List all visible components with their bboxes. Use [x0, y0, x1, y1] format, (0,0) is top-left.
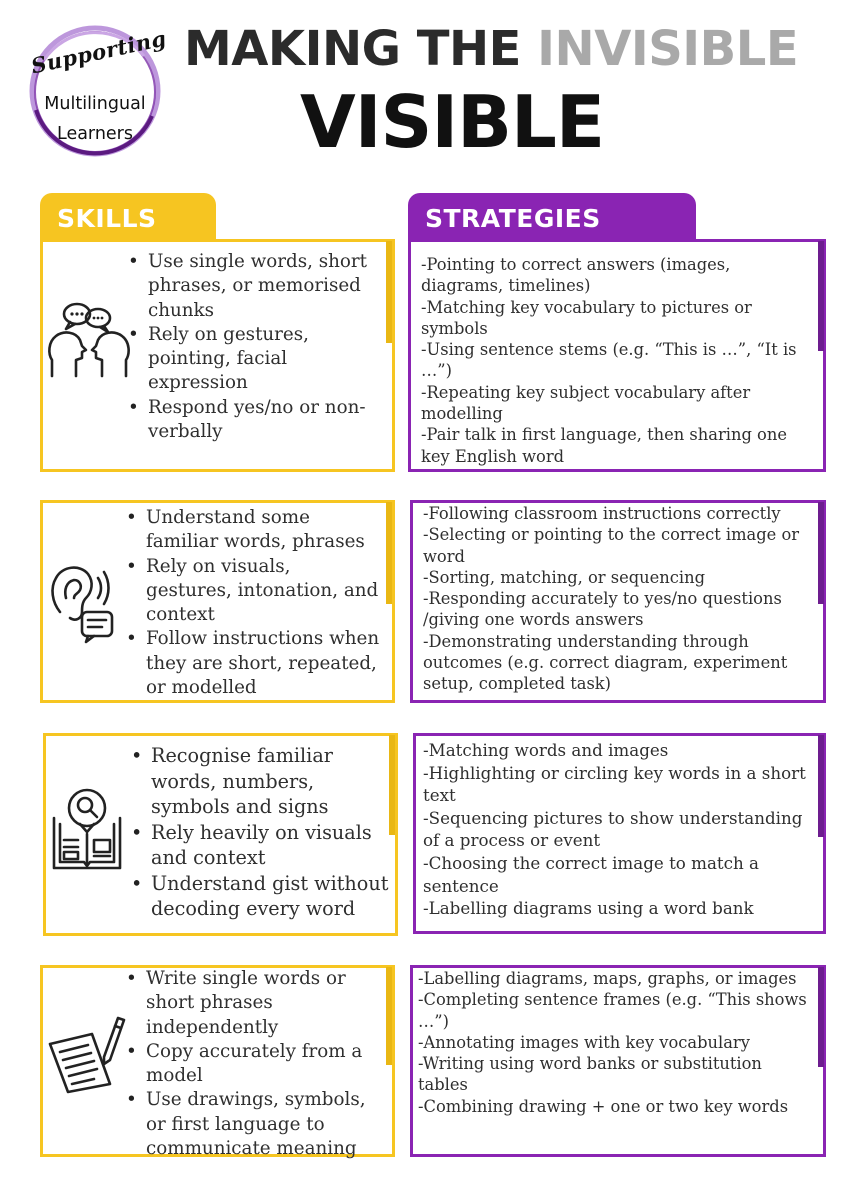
- list-item: -Using sentence stems (e.g. “This is …”, “It is …”): [421, 340, 797, 381]
- list-item: -Matching words and images: [423, 740, 669, 760]
- strategies-accent-bar: [818, 735, 824, 837]
- list-item: • Understand gist without decoding every word: [151, 871, 391, 922]
- skills-accent-bar: [386, 241, 392, 343]
- strategies-accent-bar: [818, 502, 824, 604]
- skills-header: SKILLS: [40, 193, 216, 241]
- skills-list-listening: [146, 506, 380, 700]
- list-item: -Repeating key subject vocabulary after modelling: [421, 382, 751, 424]
- list-item: • Copy accurately from a model: [146, 1040, 380, 1089]
- speaking-heads-icon: [46, 300, 132, 380]
- list-item: -Annotating images with key vocabulary: [418, 1032, 750, 1052]
- strategies-list-writing: [418, 968, 814, 1117]
- list-item: • Rely on visuals, gestures, intonation, and context: [146, 555, 380, 628]
- list-item: • Respond yes/no or non-verbally: [148, 396, 380, 445]
- skills-accent-bar: [386, 502, 392, 604]
- list-item: -Sequencing pictures to show understanding of a process or event: [423, 807, 803, 851]
- strategies-accent-bar: [818, 967, 824, 1067]
- skills-accent-bar: [386, 967, 392, 1065]
- list-item: • Rely on gestures, pointing, facial expression: [148, 323, 380, 396]
- title-part-grey: INVISIBLE: [537, 21, 799, 77]
- listening-ear-icon: [46, 558, 122, 644]
- list-item: • Follow instructions when they are short, repeated, or modelled: [146, 627, 380, 700]
- strategies-header: STRATEGIES: [408, 193, 696, 241]
- logo-text-supporting: Supporting: [28, 25, 169, 79]
- list-item: • Write single words or short phrases independently: [146, 967, 380, 1040]
- list-item: -Sorting, matching, or sequencing: [423, 567, 706, 587]
- list-item: -Following classroom instructions correctly: [423, 504, 781, 523]
- list-item: -Pointing to correct answers (images, diagrams, timelines): [421, 255, 731, 296]
- list-item: -Completing sentence frames (e.g. “This shows …”): [418, 990, 807, 1031]
- logo-text-learners: Learners: [57, 124, 133, 144]
- strategies-list-reading: [423, 739, 813, 920]
- skills-list-reading: [151, 743, 391, 922]
- list-item: • Understand some familiar words, phrases: [146, 506, 380, 555]
- strategies-list-listening: [423, 503, 813, 695]
- page-title-line1: [184, 20, 824, 78]
- list-item: • Use single words, short phrases, or memorised chunks: [148, 250, 380, 323]
- reading-book-icon: [50, 784, 124, 874]
- list-item: -Labelling diagrams using a word bank: [423, 898, 754, 919]
- list-item: -Labelling diagrams, maps, graphs, or images: [418, 969, 797, 988]
- list-item: -Choosing the correct image to match a sentence: [423, 852, 759, 896]
- list-item: • Recognise familiar words, numbers, symbols and signs: [151, 743, 391, 820]
- list-item: -Responding accurately to yes/no questions /giving one words answers: [423, 589, 782, 630]
- list-item: -Selecting or pointing to the correct image or word: [423, 525, 800, 566]
- list-item: • Rely heavily on visuals and context: [151, 820, 391, 871]
- skills-list-speaking: [148, 250, 380, 444]
- logo-text-multilingual: Multilingual: [44, 94, 146, 114]
- writing-paper-icon: [48, 1014, 132, 1094]
- list-item: -Highlighting or circling key words in a short text: [423, 762, 806, 806]
- title-part-dark: MAKING THE: [184, 21, 538, 77]
- skills-list-writing: [146, 967, 380, 1161]
- strategies-accent-bar: [818, 241, 824, 351]
- strategies-list-speaking: [421, 254, 811, 467]
- logo: [24, 20, 169, 162]
- list-item: -Writing using word banks or substitution tables: [418, 1054, 762, 1095]
- page-title-line2: VISIBLE: [300, 80, 605, 164]
- list-item: -Demonstrating understanding through outcomes (e.g. correct diagram, experiment setup, completed task): [423, 631, 788, 694]
- list-item: • Use drawings, symbols, or first language to communicate meaning: [146, 1088, 380, 1161]
- list-item: -Pair talk in first language, then sharing one key English word: [421, 425, 787, 466]
- list-item: -Matching key vocabulary to pictures or symbols: [421, 297, 752, 338]
- list-item: -Combining drawing + one or two key words: [418, 1096, 789, 1116]
